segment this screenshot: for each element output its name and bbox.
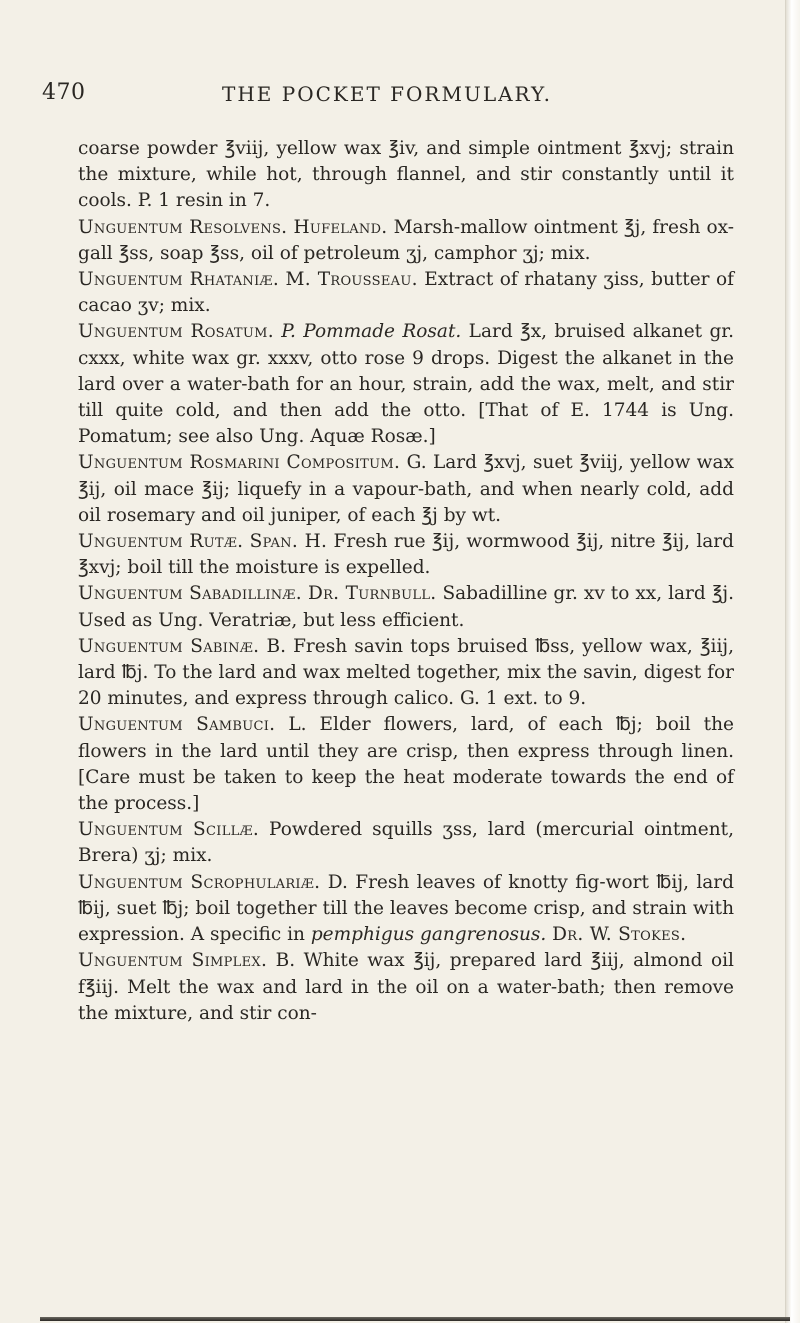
entry-text: Fresh rue ℥ij, wormwood ℥ij, nitre ℥ij, lard ℥xvj; boil till the moisture is expelled. (78, 531, 734, 579)
page-edge (785, 0, 800, 1323)
entry-text: Sabadilline gr. xv to xx, lard ℥j. Used as Ung. Veratriæ, but less efficient. (78, 583, 735, 631)
entry-unguentum-sabinae (78, 634, 734, 713)
entry-source: L. (288, 714, 307, 736)
entry-name: Unguentum Rosmarini Compositum. (78, 452, 401, 474)
entry-unguentum-rosatum (78, 319, 734, 450)
entry-name: Unguentum Resolvens. (78, 216, 288, 238)
entry-name: Unguentum Scrophulariæ. (78, 871, 321, 893)
entry-name: Unguentum Rutæ. (78, 531, 244, 553)
entry-unguentum-rosmarini (78, 450, 734, 529)
entry-source: Span. H. (249, 531, 328, 553)
entry-name: Unguentum Rhataniæ. (78, 269, 279, 291)
entry-continuation (78, 136, 734, 215)
entry-source: Dr. Turnbull. (307, 583, 437, 605)
entry-text: Powdered squills ʒss, lard (mercurial ointment, Brera) ʒj; mix. (78, 819, 734, 867)
entry-text: Extract of rhatany ʒiss, butter of cacao ʒv; mix. (78, 269, 734, 317)
running-head (42, 80, 732, 116)
entry-name: Unguentum Sambuci. (78, 714, 276, 736)
entry-unguentum-rhataniae (78, 267, 734, 319)
entry-name: Unguentum Scillæ. (78, 819, 260, 841)
page-number: 470 (42, 80, 86, 105)
entry-source: B. (275, 950, 296, 972)
bottom-rule (40, 1317, 790, 1321)
entry-source: P. Pommade Rosat. (281, 321, 462, 343)
formulary-text (78, 136, 734, 1027)
entry-text: Fresh savin tops bruised ℔ss, yellow wax, ℥iij, lard ℔j. To the lard and wax melted together, mix the savin, digest for 20 minutes, and express through calico. G. 1 ext. to 9. (78, 635, 734, 710)
entry-unguentum-resolvens (78, 215, 734, 267)
entry-text: Marsh-mallow ointment ℥j, fresh ox-gall ℥ss, soap ℥ss, oil of petroleum ʒj, camphor ʒj; mix. (78, 216, 734, 264)
entry-source: G. (406, 452, 427, 474)
entry-text: Elder flowers, lard, of each ℔j; boil the flowers in the lard until they are crisp, then express through linen. [Care must be taken to keep the heat moderate towards the end of the process.] (78, 714, 734, 815)
entry-unguentum-sambuci (78, 712, 734, 817)
entry-source: M. Trousseau. (285, 269, 418, 291)
entry-name: Unguentum Sabadillinæ. (78, 583, 302, 605)
entry-italic-term: pemphigus gangrenosus. (310, 924, 547, 946)
entry-attribution: Dr. W. Stokes. (552, 924, 687, 946)
header-title: THE POCKET FORMULARY. (222, 82, 552, 106)
entry-unguentum-scrophulariae (78, 870, 734, 949)
entry-text: Lard ℥x, bruised alkanet gr. cxxx, white wax gr. xxxv, otto rose 9 drops. Digest the alkanet in the lard over a water-bath for an hour, strain, add the wax, melt, and stir till quite cold, and then add the otto. [That of E. 1744 is Ung. Pomatum; see also Ung. Aquæ Rosæ.] (78, 321, 734, 448)
entry-unguentum-sabadillinae (78, 581, 734, 633)
entry-name: Unguentum Sabinæ. (78, 635, 260, 657)
entry-unguentum-simplex (78, 948, 734, 1027)
entry-text: White wax ℥ij, prepared lard ℥iij, almond oil f℥iij. Melt the wax and lard in the oil on a water-bath; then remove the mixture, and stir con- (78, 950, 734, 1024)
entry-text: Fresh leaves of knotty fig-wort ℔ij, lard ℔ij, suet ℔j; boil together till the leaves become crisp, and strain with expression. A specific in (78, 871, 734, 946)
entry-source: B. (266, 635, 286, 657)
entry-source: Hufeland. (293, 216, 388, 238)
entry-unguentum-scillae (78, 817, 734, 869)
entry-text: Lard ℥xvj, suet ℥viij, yellow wax ℥ij, oil mace ℥ij; liquefy in a vapour-bath, and when nearly cold, add oil rosemary and oil juniper, of each ℥j by wt. (78, 452, 734, 526)
entry-text: coarse powder ℥viij, yellow wax ℥iv, and simple ointment ℥xvj; strain the mixture, while hot, through flannel, and stir constantly until it cools. P. 1 resin in 7. (78, 138, 734, 212)
entry-unguentum-rutae (78, 529, 734, 581)
entry-name: Unguentum Simplex. (78, 950, 268, 972)
entry-name: Unguentum Rosatum. (78, 321, 274, 343)
entry-source: D. (327, 871, 348, 893)
